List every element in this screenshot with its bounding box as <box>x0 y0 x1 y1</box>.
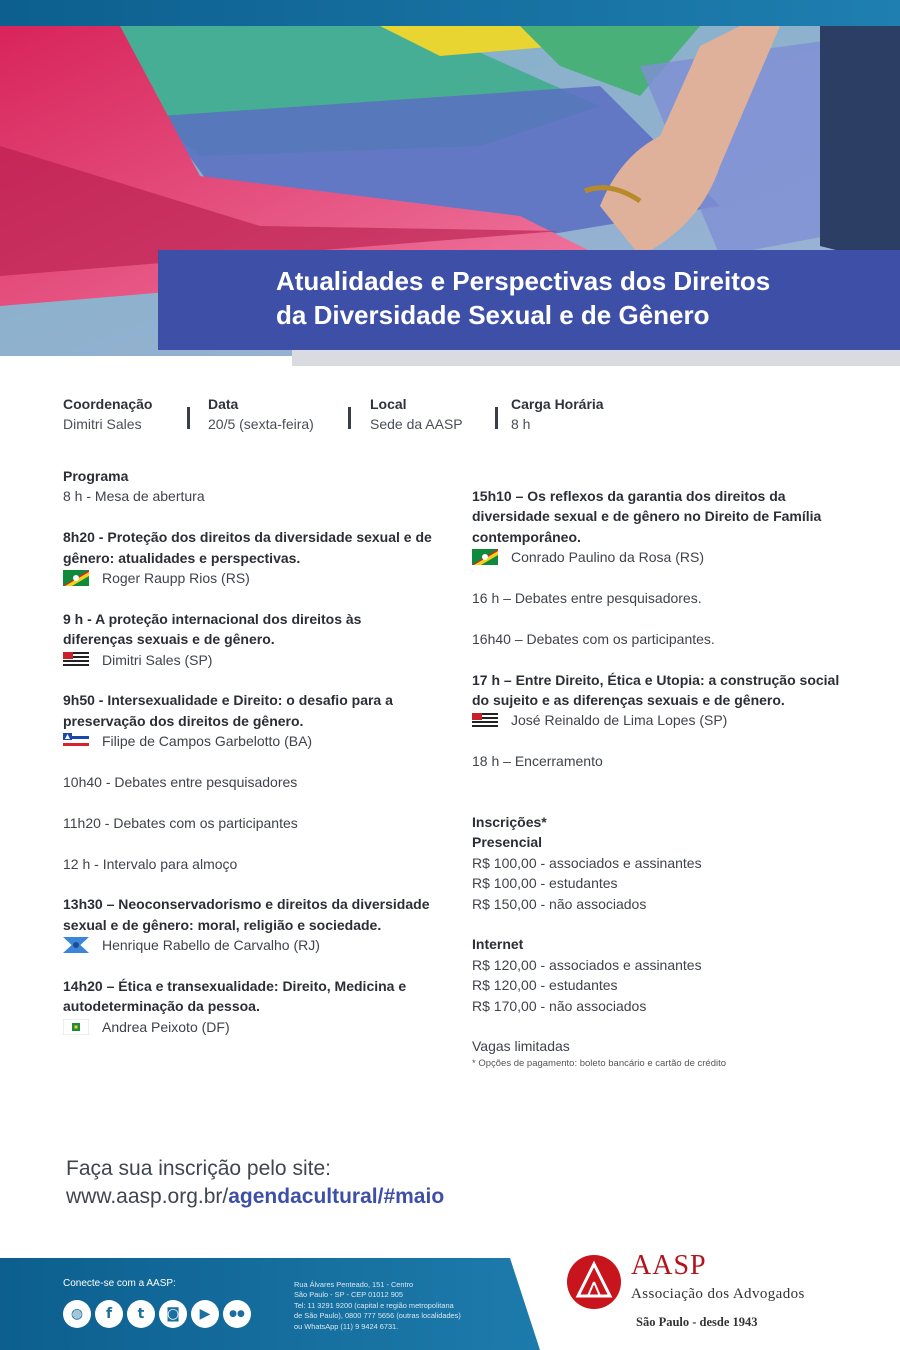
registration-internet-block <box>472 934 844 1016</box>
ba-flag-icon <box>63 733 89 749</box>
meta-label: Carga Horária <box>511 396 604 412</box>
program-item: 11h20 - Debates com os participantes <box>63 814 298 831</box>
session-title: 15h10 – Os reflexos da garantia dos direitos da diversidade sexual e de gênero no Direito de Família contemporâneo. <box>472 488 822 545</box>
flickr-icon[interactable]: ●● <box>223 1300 251 1328</box>
program-intro <box>63 466 435 507</box>
session-block <box>63 609 435 670</box>
speaker-row <box>63 935 435 955</box>
session-title: 13h30 – Neoconservadorismo e direitos da diversidade sexual e de gênero: moral, religião e sociedade. <box>63 896 430 933</box>
meta-workload <box>511 394 604 434</box>
session-block <box>63 894 435 955</box>
speaker-name: Dimitri Sales (SP) <box>102 651 213 668</box>
speaker-name: Conrado Paulino da Rosa (RS) <box>511 549 704 566</box>
cta-text: Faça sua inscrição pelo site: <box>66 1157 331 1180</box>
speaker-row <box>63 650 435 670</box>
youtube-icon[interactable]: ▶ <box>191 1300 219 1328</box>
registration-heading: Inscrições* <box>472 814 547 831</box>
session-title: 8h20 - Proteção dos direitos da diversidade sexual e de gênero: atualidades e perspectivas. <box>63 529 432 566</box>
payment-note: * Opções de pagamento: boleto bancário e cartão de crédito <box>472 1057 727 1069</box>
registration-cta <box>66 1155 444 1211</box>
cta-url[interactable] <box>66 1183 444 1211</box>
meta-date <box>208 394 314 434</box>
session-title: 14h20 – Ética e transexualidade: Direito, Medicina e autodeterminação da pessoa. <box>63 978 407 1015</box>
session-title: 17 h – Entre Direito, Ética e Utopia: a construção social do sujeito e as diferenças sexuais e de gênero. <box>472 671 840 709</box>
speaker-row <box>472 710 844 730</box>
logo-subtitle: Associação dos Advogados <box>631 1286 805 1302</box>
facebook-icon[interactable]: f <box>95 1300 123 1328</box>
page-title <box>276 264 876 332</box>
aasp-logo-icon <box>566 1254 622 1310</box>
program-right-column <box>472 486 844 1071</box>
speaker-name: Andrea Peixoto (DF) <box>102 1018 230 1035</box>
meta-divider <box>187 407 190 429</box>
price-line: R$ 120,00 - associados e assinantes <box>472 956 702 973</box>
price-line: R$ 100,00 - estudantes <box>472 875 618 892</box>
session-block <box>472 670 844 731</box>
program-heading: Programa <box>63 468 129 484</box>
session-title: 9h50 - Intersexualidade e Direito: o desafio para a preservação dos direitos de gênero. <box>63 692 393 729</box>
price-line: R$ 100,00 - associados e assinantes <box>472 854 702 871</box>
title-line-2: da Diversidade Sexual e de Gênero <box>276 300 710 330</box>
meta-location <box>370 394 463 434</box>
meta-value: Dimitri Sales <box>63 416 142 432</box>
speaker-row <box>63 731 435 751</box>
title-shadow <box>292 350 900 366</box>
top-strip <box>0 0 900 26</box>
program-item: 12 h - Intervalo para almoço <box>63 855 238 872</box>
meta-label: Data <box>208 396 239 412</box>
program-left-column <box>63 466 435 1058</box>
rj-flag-icon <box>63 937 89 953</box>
meta-divider <box>495 407 498 429</box>
speaker-row <box>472 547 844 567</box>
program-item: 8 h - Mesa de abertura <box>63 488 205 505</box>
program-item: 16 h – Debates entre pesquisadores. <box>472 590 702 607</box>
session-block <box>63 690 435 751</box>
speaker-name: Henrique Rabello de Carvalho (RJ) <box>102 937 320 954</box>
session-block <box>63 976 435 1037</box>
connect-label: Conecte-se com a AASP: <box>63 1278 176 1289</box>
registration-internet-label: Internet <box>472 936 524 953</box>
price-line: R$ 170,00 - não associados <box>472 997 647 1014</box>
twitter-icon[interactable]: t <box>127 1300 155 1328</box>
address-line: São Paulo - SP - CEP 01012 905 <box>294 1290 404 1300</box>
rs-flag-icon <box>472 549 498 565</box>
address-line: Rua Álvares Penteado, 151 - Centro <box>294 1280 414 1289</box>
speaker-name: Roger Raupp Rios (RS) <box>102 570 250 587</box>
sp-flag-icon <box>472 713 498 729</box>
footer-address <box>294 1280 524 1332</box>
footer <box>0 1258 900 1350</box>
speaker-name: Filipe de Campos Garbelotto (BA) <box>102 733 313 750</box>
logo-name: AASP <box>631 1250 707 1281</box>
speaker-row <box>63 568 435 588</box>
program-item: 10h40 - Debates entre pesquisadores <box>63 774 298 791</box>
speaker-row <box>63 1017 435 1037</box>
cta-url-highlight[interactable]: agendacultural/#maio <box>228 1185 445 1208</box>
address-line: Tel: 11 3291 9200 (capital e região metropolitana <box>294 1300 454 1310</box>
social-links <box>63 1300 251 1328</box>
meta-label: Coordenação <box>63 396 153 412</box>
address-line: ou WhatsApp (11) 9 9424 6731. <box>294 1321 399 1331</box>
instagram-icon[interactable]: ◙ <box>159 1300 187 1328</box>
cta-url-prefix[interactable]: www.aasp.org.br/ <box>66 1185 229 1208</box>
meta-divider <box>348 407 351 429</box>
price-line: R$ 150,00 - não associados <box>472 895 647 912</box>
session-block <box>63 527 435 588</box>
address-line: de São Paulo), 0800 777 5656 (outras localidades) <box>294 1311 461 1321</box>
session-block <box>472 486 844 568</box>
program-item: 16h40 – Debates com os participantes. <box>472 630 715 647</box>
df-flag-icon <box>63 1019 89 1035</box>
registration-presencial-label: Presencial <box>472 834 543 851</box>
registration-block <box>472 812 844 914</box>
program-item: 18 h – Encerramento <box>472 753 603 770</box>
session-title: 9 h - A proteção internacional dos direitos às diferenças sexuais e de gênero. <box>63 610 362 648</box>
limited-seats: Vagas limitadas <box>472 1038 570 1055</box>
meta-value: 20/5 (sexta-feira) <box>208 416 314 432</box>
speaker-name: José Reinaldo de Lima Lopes (SP) <box>511 712 728 729</box>
meta-value: 8 h <box>511 416 531 432</box>
globe-icon[interactable]: ◍ <box>63 1300 91 1328</box>
rs-flag-icon <box>63 570 89 586</box>
logo-since: São Paulo - desde 1943 <box>636 1315 758 1329</box>
meta-coordination <box>63 394 152 434</box>
title-line-1: Atualidades e Perspectivas dos Direitos <box>276 266 771 296</box>
sp-flag-icon <box>63 652 89 668</box>
meta-value: Sede da AASP <box>370 416 463 432</box>
meta-label: Local <box>370 396 407 412</box>
price-line: R$ 120,00 - estudantes <box>472 977 618 994</box>
